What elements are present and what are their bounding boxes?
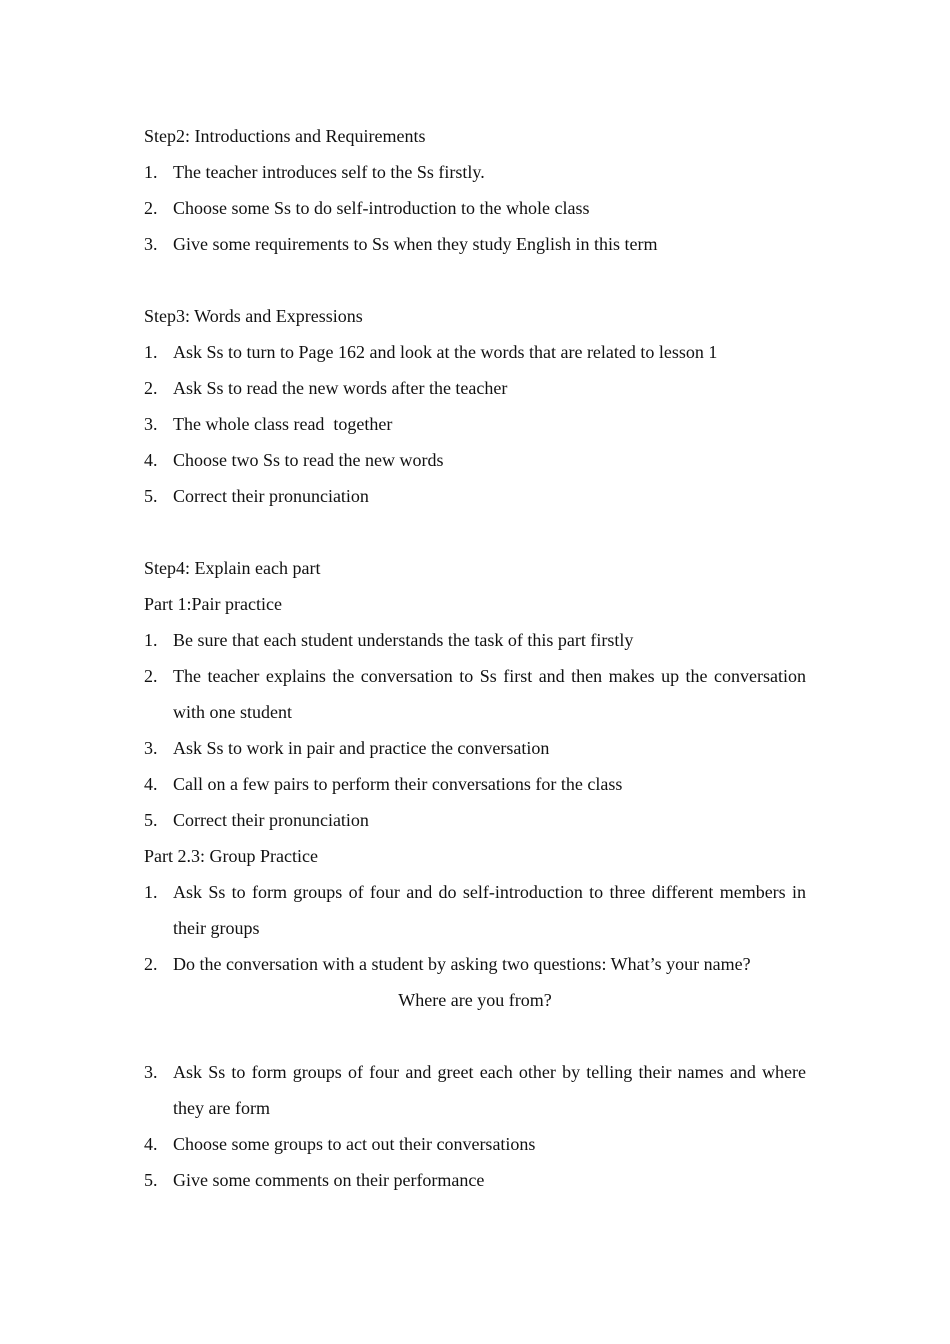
list-text: The teacher introduces self to the Ss firstly. bbox=[173, 162, 485, 182]
list-item bbox=[144, 802, 806, 838]
section-heading-step2: Step2: Introductions and Requirements bbox=[144, 126, 426, 146]
list-text-continuation: Where are you from? bbox=[398, 990, 552, 1010]
list-number: 5. bbox=[144, 486, 158, 506]
list-text: Do the conversation with a student by asking two questions: What’s your name? bbox=[173, 954, 751, 974]
section-heading-step3: Step3: Words and Expressions bbox=[144, 306, 363, 326]
list-text: Ask Ss to read the new words after the teacher bbox=[173, 378, 508, 398]
list-text: Choose two Ss to read the new words bbox=[173, 450, 444, 470]
section-heading-step4: Step4: Explain each part bbox=[144, 558, 321, 578]
part-heading-pair-practice: Part 1:Pair practice bbox=[144, 594, 282, 614]
list-number: 1. bbox=[144, 342, 158, 362]
list-number: 5. bbox=[144, 1170, 158, 1190]
list-item bbox=[144, 442, 806, 478]
list-number: 5. bbox=[144, 810, 158, 830]
list-text: Give some comments on their performance bbox=[173, 1170, 485, 1190]
list-number: 1. bbox=[144, 630, 158, 650]
list-number: 3. bbox=[144, 234, 158, 254]
list-text: Be sure that each student understands the task of this part firstly bbox=[173, 630, 634, 650]
list-item bbox=[144, 766, 806, 802]
part-heading-group-practice: Part 2.3: Group Practice bbox=[144, 846, 318, 866]
blank-line bbox=[144, 514, 806, 550]
list-number: 1. bbox=[144, 882, 158, 902]
list-number: 2. bbox=[144, 198, 158, 218]
list-text: Ask Ss to turn to Page 162 and look at the words that are related to lesson 1 bbox=[173, 342, 718, 362]
list-number: 3. bbox=[144, 1062, 158, 1082]
list-number: 3. bbox=[144, 414, 158, 434]
list-item bbox=[144, 226, 806, 262]
document-page bbox=[144, 118, 806, 1198]
list-item bbox=[144, 370, 806, 406]
list-item bbox=[144, 406, 806, 442]
list-item bbox=[144, 1126, 806, 1162]
list-text: Give some requirements to Ss when they study English in this term bbox=[173, 234, 658, 254]
list-text: Ask Ss to form groups of four and greet each other by telling their names and where they are form bbox=[173, 1062, 806, 1118]
list-text: The whole class read together bbox=[173, 414, 393, 434]
list-text: Ask Ss to form groups of four and do self-introduction to three different members in their groups bbox=[173, 882, 806, 938]
list-item bbox=[144, 154, 806, 190]
list-text: Choose some Ss to do self-introduction to the whole class bbox=[173, 198, 590, 218]
list-text: Call on a few pairs to perform their conversations for the class bbox=[173, 774, 623, 794]
list-number: 4. bbox=[144, 1134, 158, 1154]
list-item bbox=[144, 874, 806, 946]
list-item bbox=[144, 730, 806, 766]
blank-line bbox=[144, 262, 806, 298]
list-item bbox=[144, 478, 806, 514]
list-text: Choose some groups to act out their conversations bbox=[173, 1134, 536, 1154]
list-number: 4. bbox=[144, 450, 158, 470]
list-text: Correct their pronunciation bbox=[173, 810, 369, 830]
list-item bbox=[144, 658, 806, 730]
list-number: 3. bbox=[144, 738, 158, 758]
list-text: Correct their pronunciation bbox=[173, 486, 369, 506]
list-number: 2. bbox=[144, 954, 158, 974]
list-number: 1. bbox=[144, 162, 158, 182]
list-item bbox=[144, 622, 806, 658]
list-number: 4. bbox=[144, 774, 158, 794]
list-item bbox=[144, 1162, 806, 1198]
list-item bbox=[144, 1054, 806, 1126]
blank-line bbox=[144, 1018, 806, 1054]
list-text: The teacher explains the conversation to Ss first and then makes up the conversation with one student bbox=[173, 666, 806, 722]
list-item bbox=[144, 334, 806, 370]
list-item bbox=[144, 946, 806, 982]
list-number: 2. bbox=[144, 666, 158, 686]
list-item bbox=[144, 190, 806, 226]
list-text: Ask Ss to work in pair and practice the conversation bbox=[173, 738, 550, 758]
list-number: 2. bbox=[144, 378, 158, 398]
